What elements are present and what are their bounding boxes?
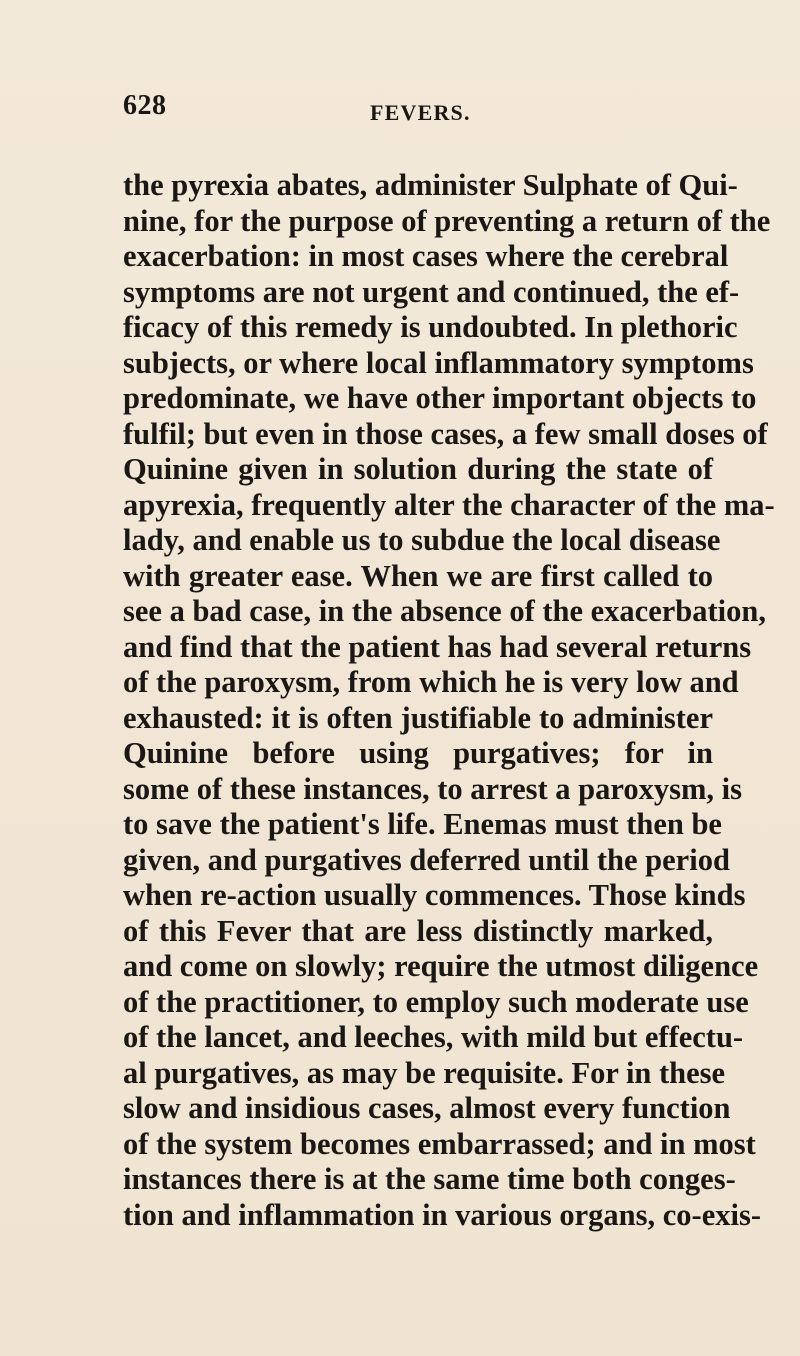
text-line: predominate, we have other important objects to xyxy=(123,381,757,415)
text-line: of this Fever that are less distinctly marked, xyxy=(123,913,713,948)
text-line: slow and insidious cases, almost every function xyxy=(123,1091,731,1125)
running-head: FEVERS. xyxy=(370,100,471,125)
text-line: with greater ease. When we are first called to xyxy=(123,558,713,593)
text-line: nine, for the purpose of preventing a return of the xyxy=(123,203,771,238)
page-number: 628 xyxy=(123,90,167,121)
text-line: instances there is at the same time both conges- xyxy=(123,1162,736,1196)
text-line: exhausted: it is often justifiable to administer xyxy=(123,700,713,735)
text-line: tion and inflammation in various organs, co-exis- xyxy=(123,1197,761,1232)
text-line: see a bad case, in the absence of the exacerbation, xyxy=(123,594,766,628)
text-line: ficacy of this remedy is undoubted. In plethoric xyxy=(123,310,738,344)
text-line: al purgatives, as may be requisite. For in these xyxy=(123,1055,726,1090)
text-line: and come on slowly; require the utmost diligence xyxy=(123,949,759,983)
text-line: of the lancet, and leeches, with mild but effectu- xyxy=(123,1020,744,1054)
text-line: fulfil; but even in those cases, a few small doses of xyxy=(123,416,768,451)
text-line: Quinine before using purgatives; for in xyxy=(123,736,713,770)
page-header xyxy=(123,92,723,132)
body-text xyxy=(123,168,775,1233)
text-line: to save the patient's life. Enemas must then be xyxy=(123,807,722,841)
text-line: Quinine given in solution during the state of xyxy=(123,452,713,486)
text-line: some of these instances, to arrest a paroxysm, is xyxy=(123,771,742,806)
text-line: when re-action usually commences. Those kinds xyxy=(123,878,746,912)
text-line: exacerbation: in most cases where the cerebral xyxy=(123,239,729,273)
text-line: given, and purgatives deferred until the period xyxy=(123,842,730,877)
text-line: apyrexia, frequently alter the character of the ma- xyxy=(123,487,775,522)
text-line: of the practitioner, to employ such moderate use xyxy=(123,984,749,1019)
text-line: and find that the patient has had several returns xyxy=(123,629,752,664)
text-line: symptoms are not urgent and continued, the ef- xyxy=(123,274,740,309)
text-line: of the system becomes embarrassed; and in most xyxy=(123,1126,756,1161)
text-line: of the paroxysm, from which he is very low and xyxy=(123,665,739,699)
text-line: the pyrexia abates, administer Sulphate of Qui- xyxy=(123,168,738,202)
text-line: subjects, or where local inflammatory symptoms xyxy=(123,345,754,380)
text-line: lady, and enable us to subdue the local disease xyxy=(123,523,721,557)
